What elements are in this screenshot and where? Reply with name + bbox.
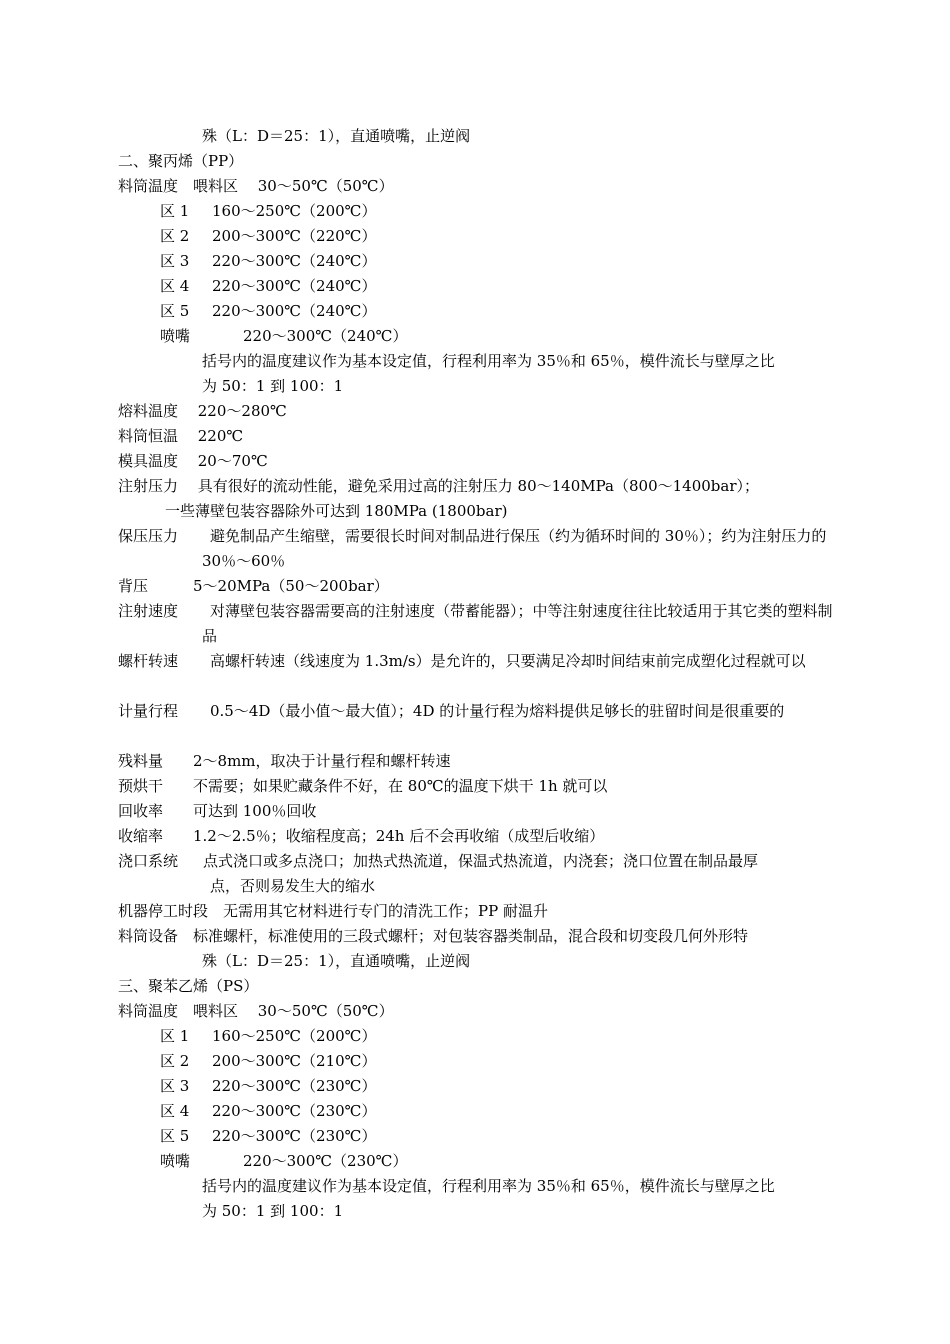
zone-value: 220～300℃（230℃） [212, 1077, 377, 1095]
text-line: 料筒温度 喂料区 30～50℃（50℃） [118, 177, 394, 195]
zone-label: 区 5 [160, 1127, 190, 1145]
nozzle-label: 喷嘴 [160, 327, 191, 345]
zone-label: 区 3 [160, 252, 190, 270]
text-line: 为 50：1 到 100：1 [202, 1202, 344, 1220]
text-line: 料筒设备 标准螺杆，标准使用的三段式螺杆；对包装容器类制品，混合段和切变段几何外形特 [118, 927, 749, 945]
text-line: 熔料温度 220～280℃ [118, 402, 287, 420]
section-heading-pp: 二、聚丙烯（PP） [118, 152, 244, 170]
zone-label: 区 2 [160, 227, 190, 245]
param-text: 0.5～4D（最小值～最大值）；4D 的计量行程为熔料提供足够长的驻留时间是很重要的 [210, 702, 785, 720]
zone-label: 区 5 [160, 302, 190, 320]
zone-value: 160～250℃（200℃） [212, 202, 377, 220]
param-text: 点式浇口或多点浇口；加热式热流道，保温式热流道，内浇套；浇口位置在制品最厚 [203, 852, 759, 870]
zone-label: 区 1 [160, 202, 190, 220]
section-heading-ps: 三、聚苯乙烯（PS） [118, 977, 259, 995]
zone-label: 区 3 [160, 1077, 190, 1095]
param-text: 避免制品产生缩壁，需要很长时间对制品进行保压（约为循环时间的 30％）；约为注射压力的 30％～60％ [202, 527, 827, 570]
param-label: 浇口系统 [118, 852, 179, 870]
zone-value: 220～300℃（230℃） [212, 1102, 377, 1120]
text-line: 料筒温度 喂料区 30～50℃（50℃） [118, 1002, 394, 1020]
param-label: 保压压力 [118, 527, 179, 545]
zone-value: 200～300℃（220℃） [212, 227, 377, 245]
text-line: 残料量 2～8mm，取决于计量行程和螺杆转速 [118, 752, 451, 770]
zone-value: 200～300℃（210℃） [212, 1052, 377, 1070]
text-line: 注射压力 具有很好的流动性能，避免采用过高的注射压力 80～140MPa（800～1400bar）； [118, 477, 759, 495]
param-label: 计量行程 [118, 702, 179, 720]
zone-label: 区 1 [160, 1027, 190, 1045]
zone-value: 220～300℃（240℃） [212, 302, 377, 320]
text-line: 机器停工时段 无需用其它材料进行专门的清洗工作；PP 耐温升 [118, 902, 548, 920]
nozzle-value: 220～300℃（240℃） [243, 327, 408, 345]
text-line: 模具温度 20～70℃ [118, 452, 268, 470]
text-line: 为 50：1 到 100：1 [202, 377, 344, 395]
zone-label: 区 2 [160, 1052, 190, 1070]
zone-label: 区 4 [160, 277, 190, 295]
param-text: 高螺杆转速（线速度为 1.3m/s）是允许的，只要满足冷却时间结束前完成塑化过程就可以 [210, 652, 806, 670]
text-line: 背压 5～20MPa（50～200bar） [118, 577, 389, 595]
param-label: 注射速度 [118, 602, 179, 620]
zone-value: 220～300℃（230℃） [212, 1127, 377, 1145]
zone-value: 220～300℃（240℃） [212, 277, 377, 295]
zone-value: 220～300℃（240℃） [212, 252, 377, 270]
text-line: 料筒恒温 220℃ [118, 427, 244, 445]
text-line: 殊（L：D＝25：1），直通喷嘴，止逆阀 [202, 952, 471, 970]
param-label: 螺杆转速 [118, 652, 179, 670]
nozzle-value: 220～300℃（230℃） [243, 1152, 408, 1170]
param-text: 对薄壁包装容器需要高的注射速度（带蓄能器）；中等注射速度往往比较适用于其它类的塑料制品 [202, 602, 833, 645]
nozzle-label: 喷嘴 [160, 1152, 191, 1170]
text-line: 一些薄壁包装容器除外可达到 180MPa (1800bar) [165, 502, 508, 520]
text-line: 殊（L：D＝25：1），直通喷嘴，止逆阀 [202, 127, 471, 145]
text-line: 回收率 可达到 100％回收 [118, 802, 317, 820]
zone-value: 160～250℃（200℃） [212, 1027, 377, 1045]
text-line: 收缩率 1.2～2.5％；收缩程度高；24h 后不会再收缩（成型后收缩） [118, 827, 605, 845]
text-line: 括号内的温度建议作为基本设定值，行程利用率为 35％和 65％，模件流长与壁厚之比 [202, 1177, 775, 1195]
zone-label: 区 4 [160, 1102, 190, 1120]
text-line: 括号内的温度建议作为基本设定值，行程利用率为 35％和 65％，模件流长与壁厚之比 [202, 352, 775, 370]
param-text: 点，否则易发生大的缩水 [210, 877, 376, 895]
text-line: 预烘干 不需要；如果贮藏条件不好，在 80℃的温度下烘干 1h 就可以 [118, 777, 608, 795]
